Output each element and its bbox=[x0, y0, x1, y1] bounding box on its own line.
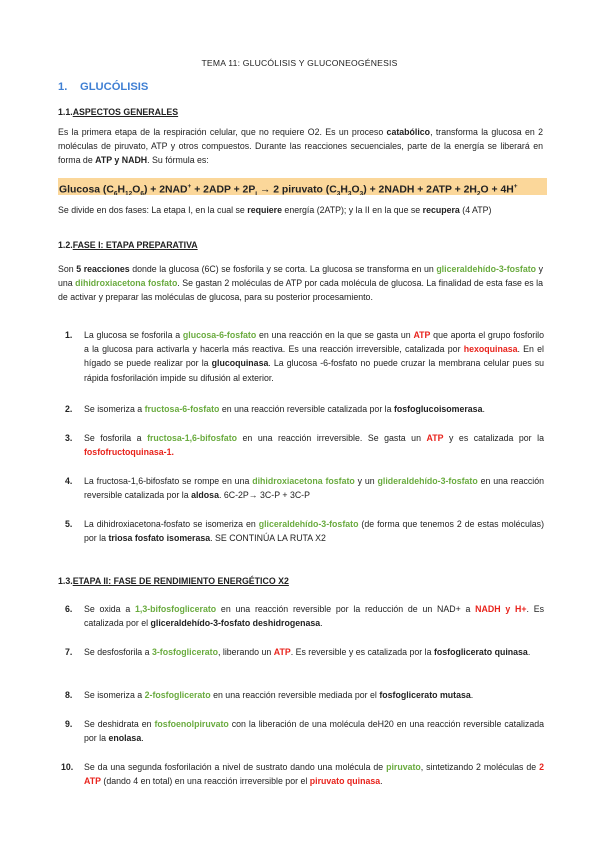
formula-part: Glucosa (C bbox=[59, 184, 114, 195]
text-run: . 6C-2P→ 3C-P + 3C-P bbox=[218, 490, 310, 501]
text-run: en una reacción reversible catalizada por la bbox=[84, 476, 545, 501]
bold-term: gliceraldehído-3-fosfato deshidrogenasa bbox=[150, 618, 321, 629]
red-term: fosfofructoquinasa-1 bbox=[84, 447, 172, 458]
subsection-heading-fase-i bbox=[58, 240, 198, 250]
green-term: dihidroxiacetona fosfato bbox=[252, 476, 355, 486]
list-item-step-4 bbox=[58, 474, 544, 502]
formula-sub: 3 bbox=[359, 190, 364, 195]
text-run: energía (2ATP); y la II en la que se bbox=[281, 205, 423, 215]
red-term: piruvato quinasa bbox=[309, 776, 381, 787]
step-number: 3. bbox=[65, 433, 73, 443]
green-term: piruvato bbox=[386, 762, 421, 772]
text-run: . Es catalizada por el bbox=[84, 604, 544, 629]
green-term: fructosa-6-fosfato bbox=[144, 404, 220, 414]
bold-term: glucoquinasa bbox=[211, 358, 269, 369]
subsection-number: 1.1. bbox=[58, 107, 73, 117]
text-run: Se oxida a bbox=[84, 604, 136, 614]
subsection-number: 1.2. bbox=[58, 240, 73, 250]
text-run: . Se gastan 2 moléculas de ATP por cada molécula de glucosa. La finalidad de esta fase es la de activar y preparar las moléculas de glucosa, para su posterior procesamiento. bbox=[58, 278, 544, 303]
text-run: , transforma la glucosa en 2 moléculas de piruvato, ATP y otros compuestos. Durante las reacciones secuenciales, parte de la energía se liberará en forma de bbox=[58, 127, 543, 166]
green-term: 1,3-bifosfoglicerato bbox=[135, 604, 217, 614]
bold-term: triosa fosfato isomerasa bbox=[108, 533, 211, 544]
text-run: con la liberación de una molécula deH20 en una reacción reversible catalizada por la bbox=[84, 719, 544, 744]
formula-part: ) + 2NADH + 2ATP + 2H bbox=[363, 184, 477, 195]
list-item-step-9 bbox=[58, 717, 544, 745]
text-run: (dando 4 en total) en una reacción irreversible por el bbox=[100, 776, 310, 787]
text-run: La dihidroxiacetona-fosfato se isomeriza en bbox=[84, 519, 259, 529]
bold-term: requiere bbox=[247, 205, 282, 215]
text-run: , liberando un bbox=[217, 647, 274, 657]
formula-part: → 2 piruvato (C bbox=[257, 184, 337, 195]
text-run: . Su fórmula es: bbox=[147, 155, 209, 166]
step-number: 2. bbox=[65, 404, 73, 414]
bold-term: aldosa bbox=[191, 490, 219, 501]
formula-part: H bbox=[117, 184, 125, 195]
text-run: Se divide en dos fases: La etapa I, en la cual se bbox=[58, 205, 248, 215]
text-run: . bbox=[141, 733, 144, 744]
list-item-step-7 bbox=[58, 645, 544, 659]
text-run: en una reacción reversible mediada por el bbox=[210, 690, 380, 700]
list-item-step-1 bbox=[58, 328, 544, 385]
green-term: glucosa-6-fosfato bbox=[182, 330, 257, 340]
bold-term: enolasa bbox=[108, 733, 142, 744]
step-text bbox=[84, 602, 544, 630]
text-run: y un bbox=[354, 476, 378, 486]
text-run: Se desfosforila a bbox=[84, 647, 152, 657]
section-title: GLUCÓLISIS bbox=[80, 81, 149, 93]
green-term: gliceraldehído-3-fosfato bbox=[258, 519, 359, 529]
step-number: 5. bbox=[65, 519, 73, 529]
formula-part: O bbox=[351, 184, 360, 195]
step-text bbox=[84, 328, 544, 385]
subsection-title: ETAPA II: FASE DE RENDIMIENTO ENERGÉTICO X2 bbox=[72, 576, 289, 586]
step-text bbox=[84, 717, 544, 745]
step-text bbox=[84, 474, 544, 502]
text-run: . bbox=[482, 404, 485, 414]
bold-term: fosfoglucoisomerasa bbox=[393, 404, 483, 414]
text-run: , sintetizando 2 moléculas de bbox=[420, 762, 540, 772]
list-item-step-5 bbox=[58, 517, 544, 545]
formula-part: O bbox=[132, 184, 141, 195]
text-run: en una reacción irreversible. Se gasta un bbox=[237, 433, 427, 443]
text-run: . SE CONTINÚA LA RUTA X2 bbox=[210, 533, 326, 544]
text-run: (de forma que tenemos 2 de estas moléculas) por la bbox=[84, 519, 545, 544]
step-number: 1. bbox=[65, 330, 73, 340]
intro-paragraph bbox=[58, 125, 543, 168]
green-term: glideraldehído-3-fosfato bbox=[377, 476, 478, 486]
green-term: fosfoenolpiruvato bbox=[154, 719, 229, 729]
step-number: 4. bbox=[65, 476, 73, 486]
formula-sub: 3 bbox=[347, 190, 352, 195]
formula-sub: 12 bbox=[125, 190, 133, 195]
section-number: 1. bbox=[58, 81, 68, 93]
bold-term: ATP y NADH bbox=[95, 155, 148, 166]
green-term: gliceraldehído-3-fosfato bbox=[436, 264, 537, 274]
phases-paragraph bbox=[58, 203, 543, 217]
subsection-title: ASPECTOS GENERALES bbox=[72, 107, 179, 117]
list-item-step-10 bbox=[58, 760, 544, 788]
formula-part: + 2ADP + 2P bbox=[191, 184, 256, 195]
step-text bbox=[84, 688, 544, 702]
text-run: La glucosa se fosforila a bbox=[84, 330, 183, 340]
text-run: en una reacción reversible por la reducción de un NAD+ a bbox=[216, 604, 476, 614]
text-run: . bbox=[171, 447, 174, 458]
text-run: Se deshidrata en bbox=[84, 719, 155, 729]
red-term: 2 ATP bbox=[84, 762, 544, 787]
section-heading-glucolisis bbox=[58, 81, 148, 93]
formula-sup: + bbox=[187, 183, 192, 190]
text-run: . bbox=[527, 647, 531, 657]
text-run: . Es reversible y es catalizada por la bbox=[290, 647, 434, 657]
step-text bbox=[84, 517, 544, 545]
step-number: 8. bbox=[65, 690, 73, 700]
step-number: 9. bbox=[65, 719, 73, 729]
text-run: Se fosforila a bbox=[84, 433, 148, 443]
text-run: . bbox=[470, 690, 474, 700]
text-run: (4 ATP) bbox=[459, 205, 492, 215]
glycolysis-formula bbox=[58, 178, 547, 195]
formula-sub: 6 bbox=[140, 190, 144, 195]
step-text bbox=[84, 760, 544, 788]
text-run: que aporta el grupo fosforilo a la glucosa para activarla y hacerla más reactiva. Es una reacción irreversible, catalizada por bbox=[84, 330, 544, 355]
subsection-heading-aspectos bbox=[58, 107, 178, 117]
bold-term: catabólico bbox=[386, 127, 431, 137]
formula-part: H bbox=[340, 184, 348, 195]
list-item-step-3 bbox=[58, 431, 544, 459]
text-run: y una bbox=[58, 264, 543, 289]
list-item-step-8 bbox=[58, 688, 544, 702]
list-item-step-2 bbox=[58, 402, 544, 416]
green-term: dihidroxiacetona fosfato bbox=[75, 278, 178, 289]
subsection-title: FASE I: ETAPA PREPARATIVA bbox=[72, 240, 198, 250]
red-term: ATP bbox=[273, 647, 291, 657]
green-term: 2-fosfoglicerato bbox=[144, 690, 211, 700]
bold-term: fosfoglicerato quinasa bbox=[433, 647, 528, 657]
green-term: 3-fosfoglicerato bbox=[151, 647, 218, 657]
text-run: Es la primera etapa de la respiración celular, que no requiere O2. Es un proceso bbox=[58, 127, 387, 137]
text-run: y es catalizada por la bbox=[443, 433, 544, 443]
text-run: Se isomeriza a bbox=[84, 690, 145, 700]
subsection-number: 1.3. bbox=[58, 576, 73, 586]
text-run: . bbox=[380, 776, 383, 787]
bold-term: 5 reacciones bbox=[76, 264, 130, 274]
text-run: Se da una segunda fosforilación a nivel de sustrato dando una molécula de bbox=[84, 762, 387, 772]
list-item-step-6 bbox=[58, 602, 544, 630]
text-run: La fructosa-1,6-bifosfato se rompe en una bbox=[84, 476, 253, 486]
formula-sub: 2 bbox=[476, 190, 481, 195]
formula-sup: + bbox=[513, 183, 518, 190]
text-run: en una reacción en la que se gasta un bbox=[256, 330, 414, 340]
text-run: . La glucosa -6-fosfato no puede cruzar la membrana celular pues su rápida fosforilación impide su difusión al exterior. bbox=[84, 358, 544, 383]
text-run: . En el hígado se puede realizar por la bbox=[84, 344, 544, 369]
red-term: NADH y H+ bbox=[475, 604, 527, 614]
step-text bbox=[84, 645, 544, 659]
document-title: TEMA 11: GLUCÓLISIS Y GLUCONEOGÉNESIS bbox=[201, 58, 398, 68]
text-run: en una reacción reversible catalizada por la bbox=[219, 404, 394, 414]
bold-term: fosfoglicerato mutasa bbox=[379, 690, 471, 700]
step-number: 6. bbox=[65, 604, 73, 614]
text-run: donde la glucosa (6C) se fosforila y se corta. La glucosa se transforma en un bbox=[129, 264, 437, 274]
formula-part: O + 4H bbox=[480, 184, 514, 195]
red-term: ATP bbox=[426, 433, 444, 443]
step-text bbox=[84, 402, 544, 416]
text-run: . bbox=[320, 618, 323, 629]
formula-part: ) + 2NAD bbox=[143, 184, 188, 195]
text-run: Se isomeriza a bbox=[84, 404, 145, 414]
step-text bbox=[84, 431, 544, 459]
formula-sub: i bbox=[255, 190, 258, 195]
red-term: hexoquinasa bbox=[463, 344, 518, 355]
bold-term: recupera bbox=[422, 205, 460, 215]
step-number: 10. bbox=[61, 762, 74, 772]
formula-sub: 6 bbox=[113, 190, 118, 195]
formula-sub: 3 bbox=[336, 190, 341, 195]
green-term: fructosa-1,6-bifosfato bbox=[147, 433, 237, 443]
text-run: Son bbox=[58, 264, 77, 274]
subsection-heading-etapa-ii bbox=[58, 576, 289, 586]
step-number: 7. bbox=[65, 647, 73, 657]
phase1-intro-paragraph bbox=[58, 262, 543, 305]
red-term: ATP bbox=[413, 330, 431, 340]
